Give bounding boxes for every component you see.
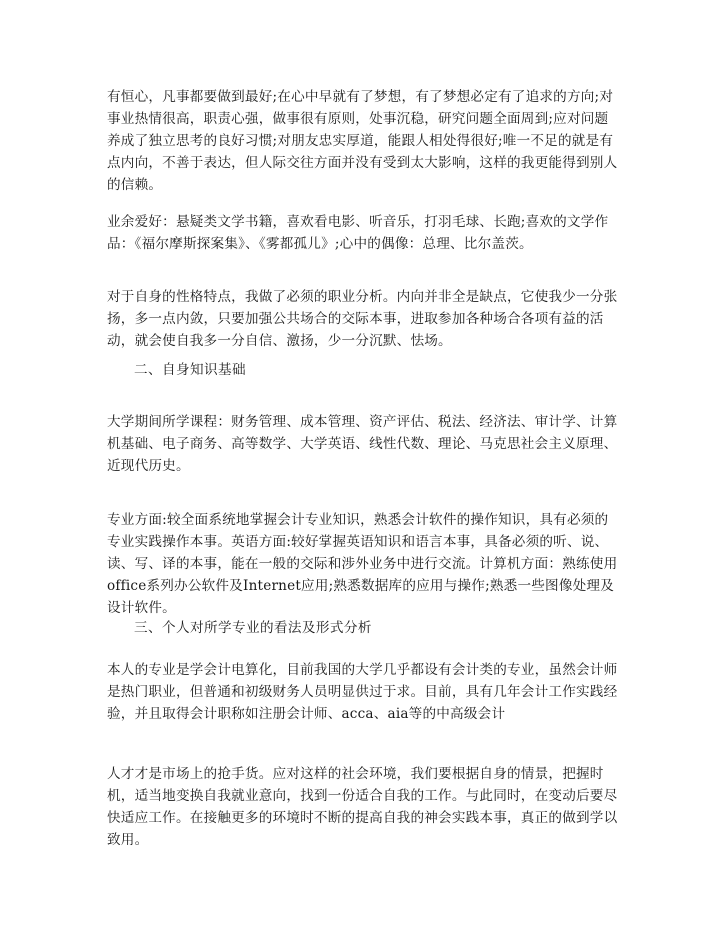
paragraph-skills: 专业方面:较全面系统地掌握会计专业知识，熟悉会计软件的操作知识，具有必须的专业实践操作本事。英语方面:较好掌握英语知识和语言本事，具备必须的听、说、读、写、译的本事，能在一般的交际和涉外业务中进行交流。计算机方面：熟练使用office系列办公软件及Internet应用;熟悉数据库的应用与操作;熟悉一些图像处理及设计软件。	[107, 512, 618, 616]
paragraph-courses: 大学期间所学课程：财务管理、成本管理、资产评估、税法、经济法、审计学、计算机基础、电子商务、高等数学、大学英语、线性代数、理论、马克思社会主义原理、近现代历史。	[107, 414, 618, 474]
paragraph-career-analysis: 对于自身的性格特点，我做了必须的职业分析。内向并非全是缺点，它使我少一分张扬，多一点内敛，只要加强公共场合的交际本事，进取参加各种场合各项有益的活动，就会使自我多一分自信、激扬，少一分沉默、怯场。	[107, 289, 618, 349]
section-heading-knowledge: 二、自身知识基础	[134, 362, 246, 378]
paragraph-major-outlook: 本人的专业是学会计电算化，目前我国的大学几乎都设有会计类的专业，虽然会计师是热门职业，但普通和初级财务人员明显供过于求。目前，具有几年会计工作实践经验，并且取得会计职称如注册会计师、acca、aia等的中高级会计	[107, 662, 618, 722]
paragraph-talent-market: 人才才是市场上的抢手货。应对这样的社会环境，我们要根据自身的情景，把握时机，适当地变换自我就业意向，找到一份适合自我的工作。与此同时，在变动后要尽快适应工作。在接触更多的环境时不断的提高自我的神会实践本事，真正的做到学以致用。	[107, 766, 618, 848]
paragraph-hobbies: 业余爱好：悬疑类文学书籍，喜欢看电影、听音乐，打羽毛球、长跑;喜欢的文学作品：《福尔摩斯探案集》、《雾都孤儿》;心中的偶像：总理、比尔盖茨。	[107, 214, 609, 252]
paragraph-personality: 有恒心，凡事都要做到最好;在心中早就有了梦想，有了梦想必定有了追求的方向;对事业热情很高，职责心强，做事很有原则，处事沉稳，研究问题全面周到;应对问题养成了独立思考的良好习惯;对朋友忠实厚道，能跟人相处得很好;唯一不足的就是有点内向，不善于表达，但人际交往方面并没有受到太大影响，这样的我更能得到别人的信赖。	[107, 89, 618, 193]
section-heading-major-analysis: 三、个人对所学专业的看法及形式分析	[134, 620, 372, 636]
